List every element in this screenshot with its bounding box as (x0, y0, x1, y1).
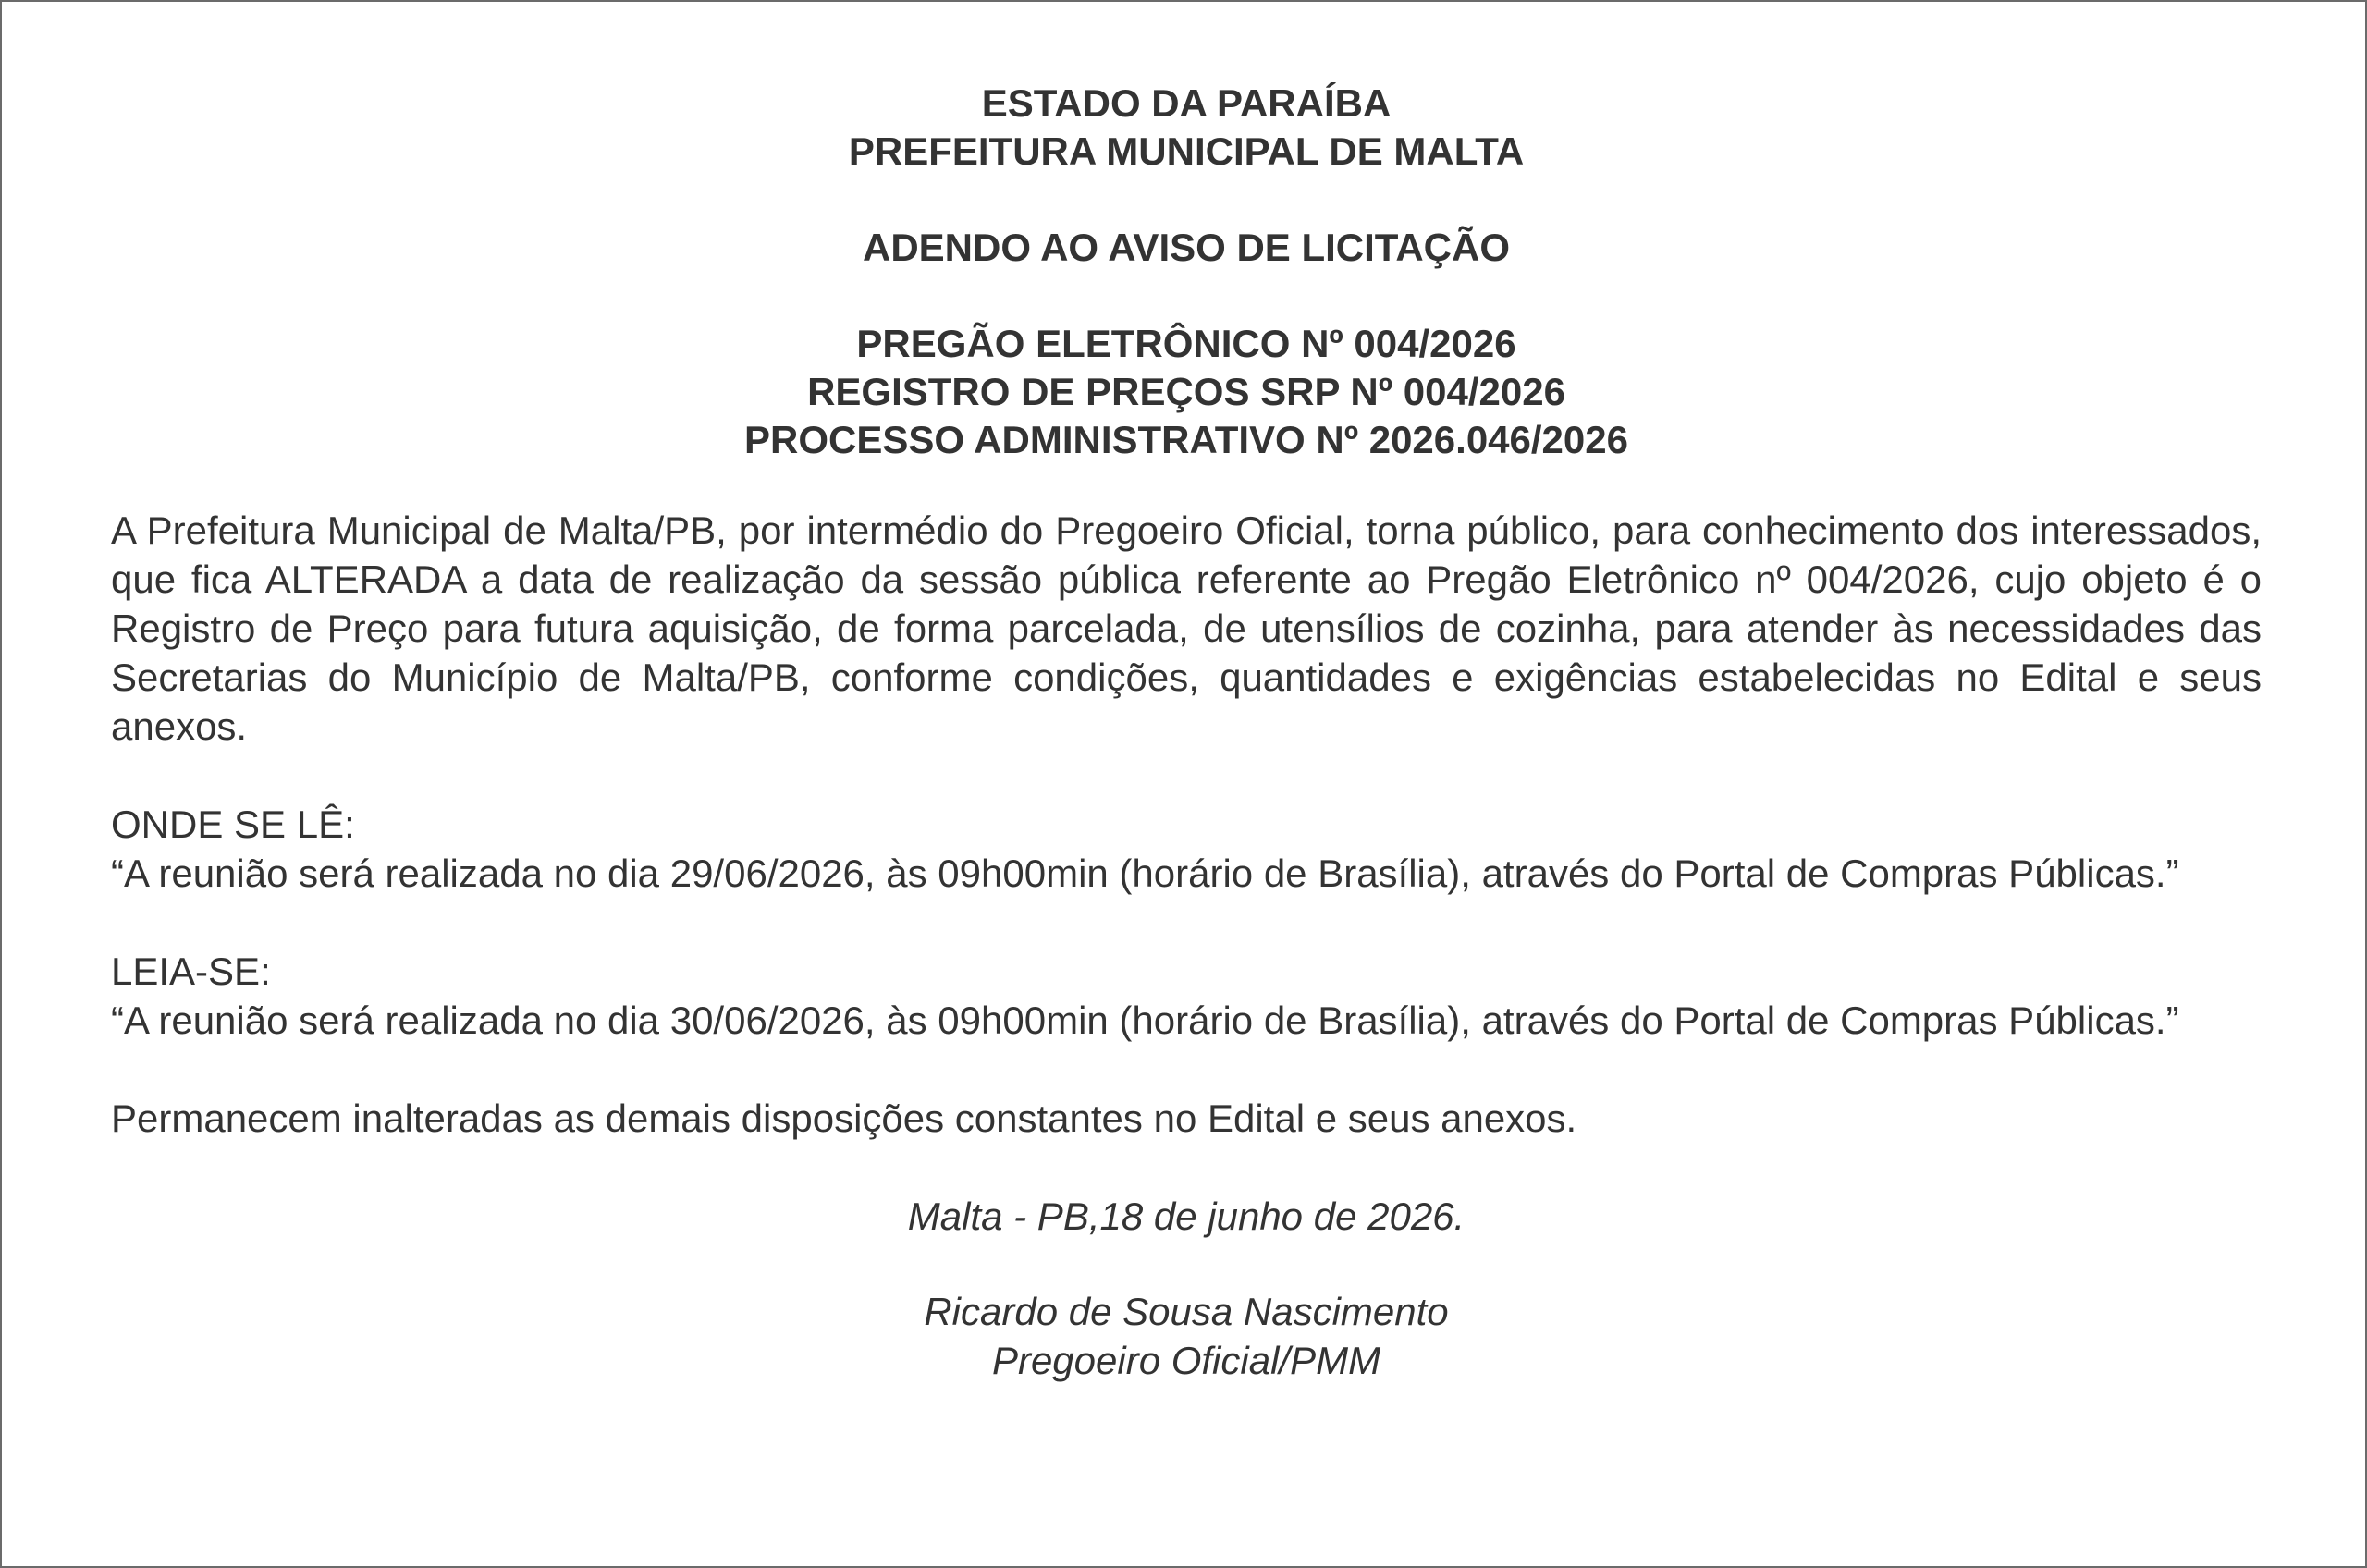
leia-se-block (111, 947, 2262, 1045)
registro-heading: REGISTRO DE PREÇOS SRP Nº 004/2026 (807, 370, 1565, 413)
state-heading: ESTADO DA PARAÍBA (981, 81, 1392, 125)
signer-name: Ricardo de Sousa Nascimento (924, 1290, 1449, 1333)
prefecture-heading: PREFEITURA MUNICIPAL DE MALTA (848, 129, 1525, 173)
onde-se-le-block (111, 800, 2262, 898)
notice-content (111, 2, 2262, 1385)
signer-role: Pregoeiro Oficial/PMM (991, 1339, 1381, 1382)
notice-header (111, 80, 2262, 464)
processo-heading: PROCESSO ADMINISTRATIVO Nº 2026.046/2026 (744, 418, 1628, 461)
leia-se-label: LEIA-SE: (111, 949, 271, 993)
signature-block (111, 1287, 2262, 1385)
intro-paragraph: A Prefeitura Municipal de Malta/PB, por intermédio do Pregoeiro Oficial, torna público, para conhecimento dos interessados, que fica ALTERADA a data de realização da sessão pública referente ao Pregão Eletrônico nº 004/2026, cujo objeto é o Registro de Preço para futura aquisição, de forma parcelada, de utensílios de cozinha, para atender às necessidades das Secretarias do Município de Malta/PB, conforme condições, quantidades e exigências estabelecidas no Edital e seus anexos. (111, 508, 2262, 748)
place-date: Malta - PB,18 de junho de 2026. (907, 1194, 1466, 1238)
pregao-heading: PREGÃO ELETRÔNICO Nº 004/2026 (856, 322, 1516, 365)
onde-se-le-text: “A reunião será realizada no dia 29/06/2026, às 09h00min (horário de Brasília), através do Portal de Compras Públicas.” (111, 851, 2179, 895)
final-paragraph: Permanecem inalteradas as demais disposições constantes no Edital e seus anexos. (111, 1096, 1577, 1140)
notice-title: ADENDO AO AVISO DE LICITAÇÃO (862, 226, 1510, 269)
leia-se-text: “A reunião será realizada no dia 30/06/2026, às 09h00min (horário de Brasília), através do Portal de Compras Públicas.” (111, 998, 2179, 1042)
onde-se-le-label: ONDE SE LÊ: (111, 802, 355, 846)
